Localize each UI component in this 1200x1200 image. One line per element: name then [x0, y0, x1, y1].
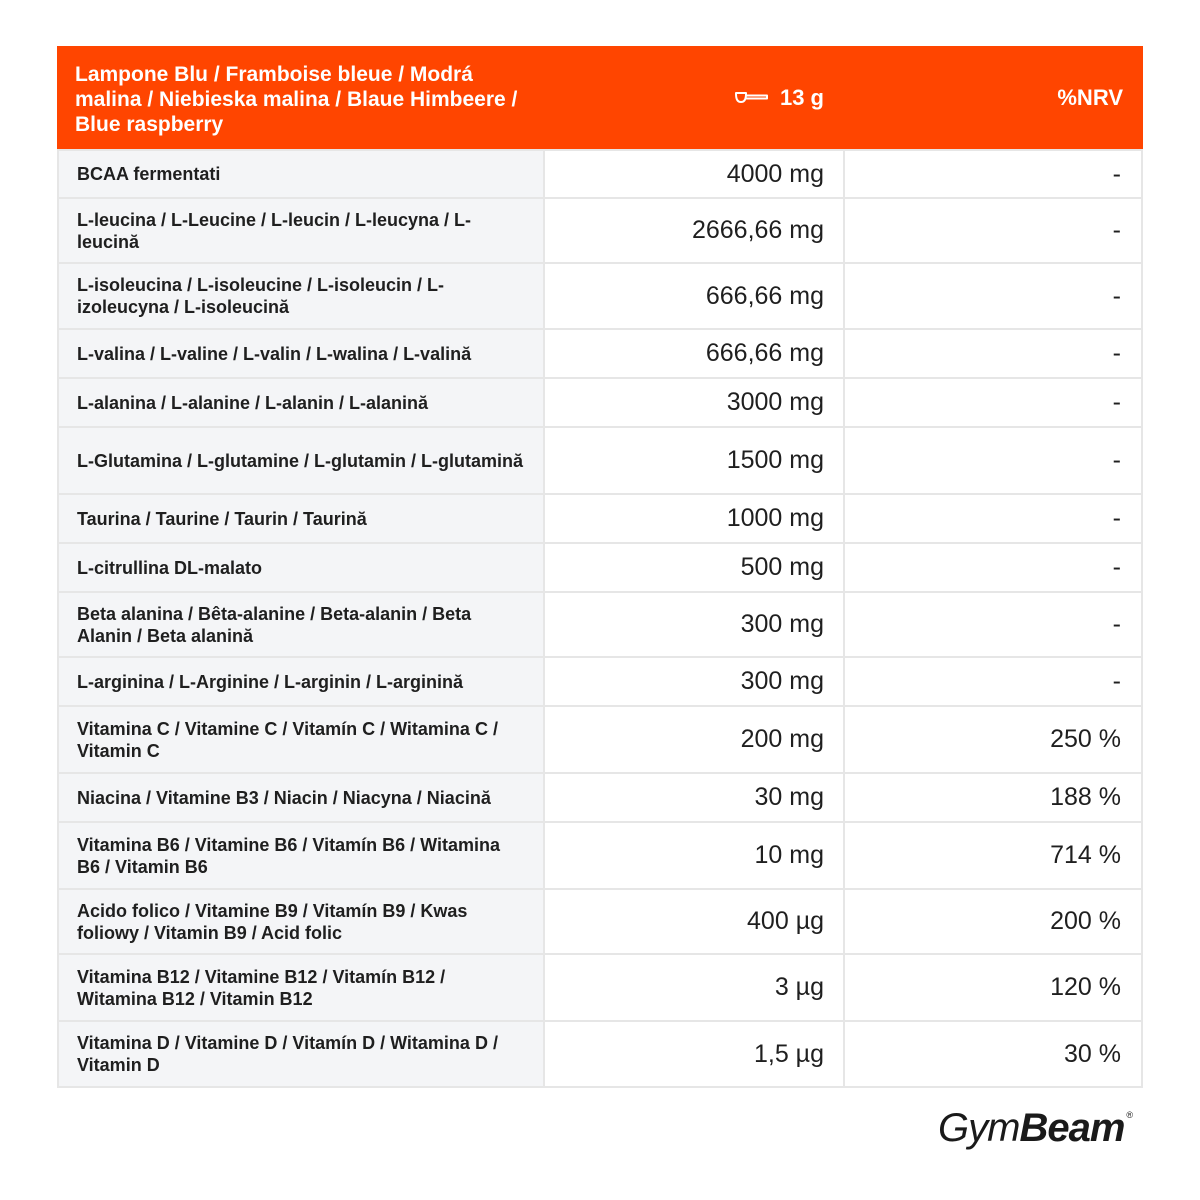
nrv-cell: 200 %	[843, 890, 1143, 953]
scoop-icon	[734, 85, 770, 111]
table-row	[57, 953, 1143, 1020]
nrv-cell: 188 %	[843, 774, 1143, 821]
nutrient-name: Vitamina D / Vitamine D / Vitamín D / Witamina D / Vitamin D	[57, 1022, 543, 1086]
nutrient-name: Taurina / Taurine / Taurin / Taurină	[57, 495, 543, 542]
table-row	[57, 149, 1143, 197]
logo-text-light: Gym	[938, 1106, 1020, 1150]
nrv-cell: -	[843, 428, 1143, 493]
nutrient-name: Vitamina B12 / Vitamine B12 / Vitamín B12 / Witamina B12 / Vitamin B12	[57, 955, 543, 1020]
nutrient-name: L-leucina / L-Leucine / L-leucin / L-leucyna / L-leucină	[57, 199, 543, 262]
nutrient-name: Acido folico / Vitamine B9 / Vitamín B9 / Kwas foliowy / Vitamin B9 / Acid folic	[57, 890, 543, 953]
nrv-cell: 30 %	[843, 1022, 1143, 1086]
nrv-cell: -	[843, 264, 1143, 328]
amount-cell: 666,66 mg	[543, 330, 843, 377]
table-row	[57, 656, 1143, 705]
flavor-name: Lampone Blu / Framboise bleue / Modrá malina / Niebieska malina / Blaue Himbeere / Blue raspberry	[75, 63, 518, 136]
amount-cell: 500 mg	[543, 544, 843, 591]
amount-cell: 2666,66 mg	[543, 199, 843, 262]
amount-cell: 1000 mg	[543, 495, 843, 542]
amount-cell: 30 mg	[543, 774, 843, 821]
amount-cell: 1500 mg	[543, 428, 843, 493]
nrv-cell: -	[843, 379, 1143, 426]
table-row	[57, 493, 1143, 542]
table-row	[57, 591, 1143, 656]
registered-mark: ®	[1126, 1110, 1133, 1120]
table-row	[57, 377, 1143, 426]
nrv-cell: -	[843, 495, 1143, 542]
amount-cell: 400 µg	[543, 890, 843, 953]
amount-cell: 10 mg	[543, 823, 843, 888]
logo-text-bold: Beam	[1019, 1106, 1125, 1150]
table-row	[57, 542, 1143, 591]
nutrient-name: L-alanina / L-alanine / L-alanin / L-alanină	[57, 379, 543, 426]
table-row	[57, 426, 1143, 493]
amount-cell: 300 mg	[543, 593, 843, 656]
table-row	[57, 328, 1143, 377]
table-row	[57, 197, 1143, 262]
serving-size-header	[543, 46, 843, 149]
nutrient-name: Beta alanina / Bêta-alanine / Beta-alanin / Beta Alanin / Beta alanină	[57, 593, 543, 656]
nutrient-name: Vitamina C / Vitamine C / Vitamín C / Witamina C / Vitamin C	[57, 707, 543, 772]
nutrient-name: Niacina / Vitamine B3 / Niacin / Niacyna / Niacină	[57, 774, 543, 821]
table-row	[57, 772, 1143, 821]
nrv-cell: 714 %	[843, 823, 1143, 888]
nrv-header: %NRV	[1057, 84, 1123, 110]
amount-cell: 3 µg	[543, 955, 843, 1020]
table-body	[57, 149, 1143, 1086]
nrv-cell: 120 %	[843, 955, 1143, 1020]
serving-size-label: 13 g	[779, 84, 824, 110]
nrv-cell: -	[843, 544, 1143, 591]
table-row	[57, 705, 1143, 772]
table-row	[57, 1020, 1143, 1086]
amount-cell: 200 mg	[543, 707, 843, 772]
amount-cell: 3000 mg	[543, 379, 843, 426]
nrv-cell: -	[843, 593, 1143, 656]
amount-cell: 666,66 mg	[543, 264, 843, 328]
gymbeam-logo	[938, 1106, 1132, 1151]
nrv-cell: 250 %	[843, 707, 1143, 772]
nutrient-name: L-citrullina DL-malato	[57, 544, 543, 591]
nutrient-name: L-valina / L-valine / L-valin / L-walina / L-valină	[57, 330, 543, 377]
table-row	[57, 821, 1143, 888]
nrv-cell: -	[843, 330, 1143, 377]
table-header	[57, 46, 1143, 149]
nutrition-table	[57, 46, 1143, 1088]
nutrient-name: L-Glutamina / L-glutamine / L-glutamin / L-glutamină	[57, 428, 543, 493]
nrv-cell: -	[843, 151, 1143, 197]
nutrient-name: L-arginina / L-Arginine / L-arginin / L-arginină	[57, 658, 543, 705]
table-row	[57, 262, 1143, 328]
nutrient-name: L-isoleucina / L-isoleucine / L-isoleucin / L-izoleucyna / L-isoleucină	[57, 264, 543, 328]
amount-cell: 300 mg	[543, 658, 843, 705]
amount-cell: 1,5 µg	[543, 1022, 843, 1086]
nutrient-name: Vitamina B6 / Vitamine B6 / Vitamín B6 / Witamina B6 / Vitamin B6	[57, 823, 543, 888]
nutrient-name: BCAA fermentati	[57, 151, 543, 197]
nrv-cell: -	[843, 658, 1143, 705]
nrv-cell: -	[843, 199, 1143, 262]
table-row	[57, 888, 1143, 953]
amount-cell: 4000 mg	[543, 151, 843, 197]
